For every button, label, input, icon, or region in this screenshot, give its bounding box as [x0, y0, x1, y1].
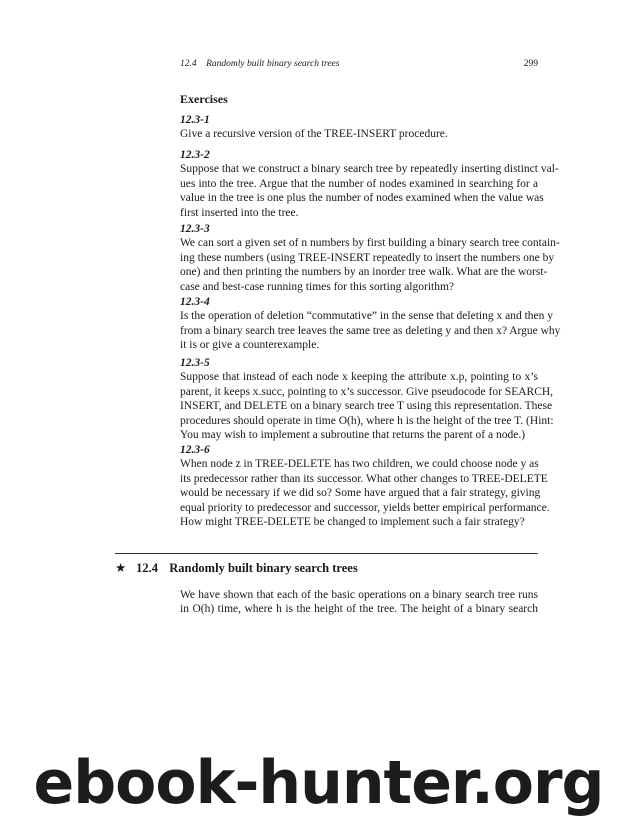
- section-divider: [115, 553, 538, 554]
- exercise-line: ues into the tree. Argue that the number of nodes examined in searching for a: [180, 177, 538, 190]
- exercise-line: equal priority to predecessor and successor, yields better empirical performance.: [180, 501, 550, 514]
- exercise-line: Suppose that instead of each node x keeping the attribute x.p, pointing to x’s: [180, 371, 538, 384]
- running-title: 12.4 Randomly built binary search trees: [180, 59, 340, 69]
- exercise-number: 12.3-5: [180, 357, 210, 369]
- section-title: Randomly built binary search trees: [169, 561, 358, 575]
- exercise-line: ing these numbers (using TREE-INSERT repeatedly to insert the numbers one by: [180, 251, 555, 264]
- exercise-line: You may wish to implement a subroutine that returns the parent of a node.): [180, 428, 526, 441]
- exercise-line: first inserted into the tree.: [180, 206, 299, 219]
- exercise-line: it is or give a counterexample.: [180, 339, 320, 352]
- exercise-line: INSERT, and DELETE on a binary search tree T using this representation. These: [180, 400, 553, 413]
- exercise-number: 12.3-4: [180, 296, 210, 308]
- exercises-heading: Exercises: [180, 92, 228, 106]
- exercise-line: We can sort a given set of n numbers by first building a binary search tree contain-: [180, 237, 560, 250]
- exercise-12-3-2: [180, 148, 559, 220]
- exercise-line: would be necessary if we did so? Some have argued that a fair strategy, giving: [180, 487, 541, 500]
- star-icon: ★: [115, 561, 127, 575]
- section-number: 12.4: [136, 561, 158, 575]
- exercise-line: parent, it keeps x.succ, pointing to x’s successor. Give pseudocode for SEARCH,: [180, 385, 554, 398]
- section-heading: [115, 560, 358, 576]
- exercise-line: its predecessor rather than its successor. What other changes to TREE-DELETE: [180, 472, 548, 485]
- exercise-line: one) and then printing the numbers by an inorder tree walk. What are the worst-: [180, 266, 548, 279]
- exercise-line: Give a recursive version of the TREE-INSERT procedure.: [180, 128, 448, 141]
- body-line: We have shown that each of the basic operations on a binary search tree runs: [180, 589, 538, 601]
- running-header: [180, 59, 538, 69]
- exercise-number: 12.3-3: [180, 223, 210, 235]
- exercise-number: 12.3-2: [180, 149, 210, 161]
- exercise-line: from a binary search tree leaves the same tree as deleting y and then x? Argue why: [180, 324, 561, 337]
- exercise-12-3-4: [180, 295, 561, 353]
- exercise-12-3-3: [180, 222, 560, 294]
- exercise-line: Suppose that we construct a binary search tree by repeatedly inserting distinct val-: [180, 163, 559, 176]
- page-number: 299: [523, 59, 538, 69]
- watermark: ebook-hunter.org: [33, 748, 604, 818]
- exercise-12-3-5: [180, 356, 554, 442]
- exercise-line: Is the operation of deletion “commutative” in the sense that deleting x and then y: [180, 310, 553, 323]
- body-line: in O(h) time, where h is the height of the tree. The height of a binary search: [180, 603, 538, 616]
- section-body: [180, 588, 538, 617]
- exercise-12-3-6: [180, 443, 550, 529]
- exercise-line: value in the tree is one plus the number of nodes examined when the value was: [180, 192, 544, 205]
- exercise-number: 12.3-1: [180, 114, 210, 126]
- exercise-12-3-1: [180, 113, 538, 142]
- exercise-line: How might TREE-DELETE be changed to implement such a fair strategy?: [180, 515, 525, 528]
- exercise-line: procedures should operate in time O(h), where h is the height of the tree T. (Hint:: [180, 414, 554, 427]
- exercise-line: When node z in TREE-DELETE has two children, we could choose node y as: [180, 458, 539, 471]
- exercise-line: case and best-case running times for this sorting algorithm?: [180, 280, 455, 293]
- exercise-number: 12.3-6: [180, 444, 210, 456]
